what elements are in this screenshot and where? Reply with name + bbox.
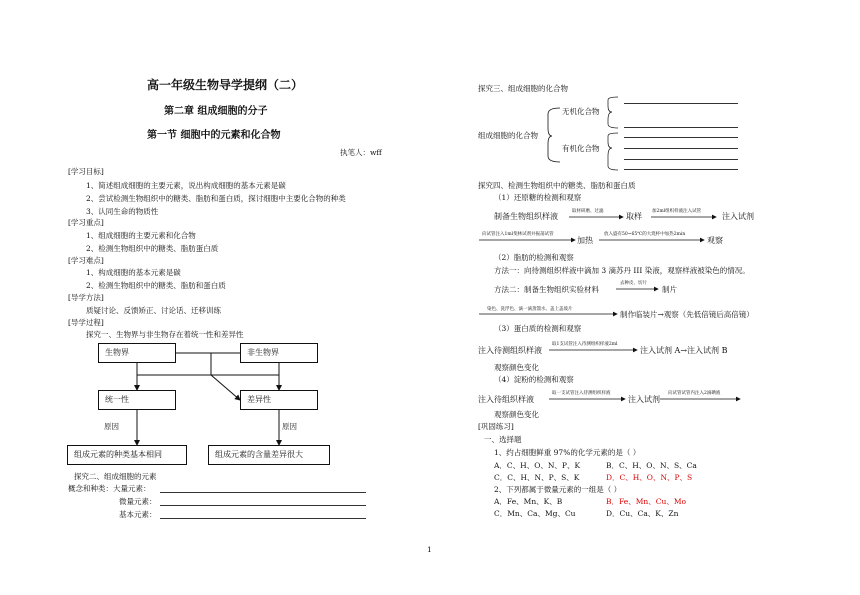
blank-line <box>624 137 738 138</box>
arrow-label: 加2ml组织样液注入试管 <box>652 209 702 214</box>
step-inject-starch: 注入待组织样液 <box>478 395 534 404</box>
box-biosphere: 生物界 <box>98 343 176 363</box>
question-section: 一、选择题 <box>484 435 522 444</box>
compounds-label: 组成细胞的化合物 <box>478 131 538 140</box>
process-heading: [导学过程] <box>68 318 104 327</box>
blank-line <box>160 492 366 493</box>
q1-option-b: B．C、H、O、N、S、Ca <box>606 461 697 470</box>
difficulty-item: 1、构成细胞的基本元素是碳 <box>86 268 181 277</box>
inorganic-label: 无机化合物 <box>562 107 600 116</box>
key-item: 2、检测生物组织中的糖类、脂肪蛋白质 <box>86 244 219 253</box>
author: 执笔人：wff <box>340 148 382 157</box>
step-inject-sample: 注入待测组织样液 <box>478 346 542 355</box>
step-inject: 注入试剂 <box>722 212 754 221</box>
micro-label: 微量元素： <box>119 497 157 506</box>
q1-option-c: C．C、H、N、P、S、K <box>494 473 580 482</box>
explore-2: 探究二、组成细胞的元素 <box>74 472 157 481</box>
step-reagents: 注入试剂 A→注入试剂 B <box>640 346 728 355</box>
step-inject-reagent: 注入试剂 <box>628 395 660 404</box>
box-nonbio: 非生物界 <box>240 343 318 363</box>
arrow-label: 染色、洗浮色、滴一滴蒸馏水、盖上盖玻片 <box>487 307 573 312</box>
explore-3: 探究三、组成细胞的化合物 <box>478 84 568 93</box>
organic-label: 有机化合物 <box>562 144 600 153</box>
blank-line <box>624 159 738 160</box>
blank-line <box>624 148 738 149</box>
arrow-label: 放入盛有50~65℃的大烧杯中加热2min <box>604 232 686 237</box>
goal-item: 3、认同生命的物质性 <box>86 207 159 216</box>
blank-line <box>160 505 366 506</box>
arrow-label: 取1支试管注入待测组织样液2ml <box>552 342 618 347</box>
practice-heading: [巩固练习] <box>478 422 514 431</box>
key-item: 1、组成细胞的主要元素和化合物 <box>86 231 196 240</box>
chapter-heading: 第二章 组成细胞的分子 <box>164 106 268 117</box>
explore-1: 探究一、生物界与非生物存在着统一性和差异性 <box>86 330 244 339</box>
concept-label: 概念和种类：大量元素： <box>68 484 151 493</box>
method-heading: [导学方法] <box>68 293 104 302</box>
goal-heading: [学习目标] <box>68 167 104 176</box>
arrow-label: 取一支试管注入待测组织样液 <box>552 391 611 396</box>
box-difference: 差异性 <box>240 390 318 410</box>
reason-label: 原因 <box>104 422 119 431</box>
sub-heading-2: （2）脂肪的检测和观察 <box>494 253 574 262</box>
q2-option-a: A．Fe、Mn、K、B <box>494 497 563 506</box>
reason-label: 原因 <box>282 422 297 431</box>
q2-option-b: B．Fe、Mn、Cu、Mo <box>606 497 687 506</box>
difficulty-heading: [学习难点] <box>68 256 104 265</box>
goal-item: 2、尝试检测生物组织中的糖类、脂肪和蛋白质，探讨细胞中主要化合物的种类 <box>86 194 346 203</box>
step-heat: 加热 <box>577 236 593 245</box>
arrow-label: 向试管注入1ml斐林试剂并振荡试管 <box>482 232 554 237</box>
difficulty-item: 2、检测生物组织中的糖类、脂肪和蛋白质 <box>86 281 226 290</box>
arrow-label: 取材研磨、过滤 <box>572 209 604 214</box>
explore-4: 探究四、检测生物组织中的糖类、脂肪和蛋白质 <box>478 181 636 190</box>
blank-line <box>624 169 738 170</box>
page-number: 1 <box>427 545 432 554</box>
doc-title: 高一年级生物导学提纲（二） <box>147 78 304 92</box>
observe-color: 观察颜色变化 <box>494 363 539 372</box>
q2-option-c: C．Mn、Ca、Mg、Cu <box>494 509 576 518</box>
box-same-elements: 组成元素的种类基本相同 <box>67 445 187 465</box>
goal-item: 1、简述组成细胞的主要元素，说出构成细胞的基本元素是碳 <box>86 181 286 190</box>
q2-option-d: D．Cu、Ca、K、Zn <box>606 509 679 518</box>
box-content-diff: 组成元素的含量差异很大 <box>208 445 330 465</box>
arrow-label: 向试管试管内注入2滴碘液 <box>668 391 721 396</box>
arrow-label: 去种皮、切片 <box>620 281 647 286</box>
fat-method-2: 方法二：制备生物组织实验材料 <box>494 285 599 294</box>
step-take: 取样 <box>626 212 642 221</box>
box-unity: 统一性 <box>98 390 176 410</box>
section-heading: 第一节 细胞中的元素和化合物 <box>147 130 281 141</box>
question-2: 2、下列都属于微量元素的一组是（ ） <box>494 485 622 494</box>
question-1: 1、约占细胞鲜重 97%的化学元素的是（ ） <box>494 448 641 457</box>
step-slice: 制片 <box>662 285 677 294</box>
blank-line <box>624 103 738 104</box>
blank-line <box>624 127 738 128</box>
q1-option-a: A．C、H、O、N、P、K <box>494 461 581 470</box>
step-prep: 制备生物组织样液 <box>494 212 558 221</box>
sub-heading-3: （3）蛋白质的检测和观察 <box>494 324 582 333</box>
step-observe: 观察 <box>707 236 723 245</box>
step-mount: 制作临装片→观察（先低倍镜后高倍镜） <box>620 310 754 319</box>
fat-method-1: 方法一：向待测组织样液中滴加 3 滴苏丹 III 染液，观察样液被染色的情况。 <box>494 266 750 275</box>
basic-label: 基本元素： <box>119 510 157 519</box>
observe-color: 观察颜色变化 <box>494 410 539 419</box>
key-heading: [学习重点] <box>68 218 104 227</box>
sub-heading-1: （1）还原糖的检测和观察 <box>494 193 582 202</box>
q1-option-d: D．C、H、O、N、P、S <box>606 473 693 482</box>
method-text: 质疑讨论、反馈矫正、讨论话、迁移训练 <box>86 306 221 315</box>
blank-line <box>160 518 366 519</box>
sub-heading-4: （4）淀粉的检测和观察 <box>494 375 574 384</box>
